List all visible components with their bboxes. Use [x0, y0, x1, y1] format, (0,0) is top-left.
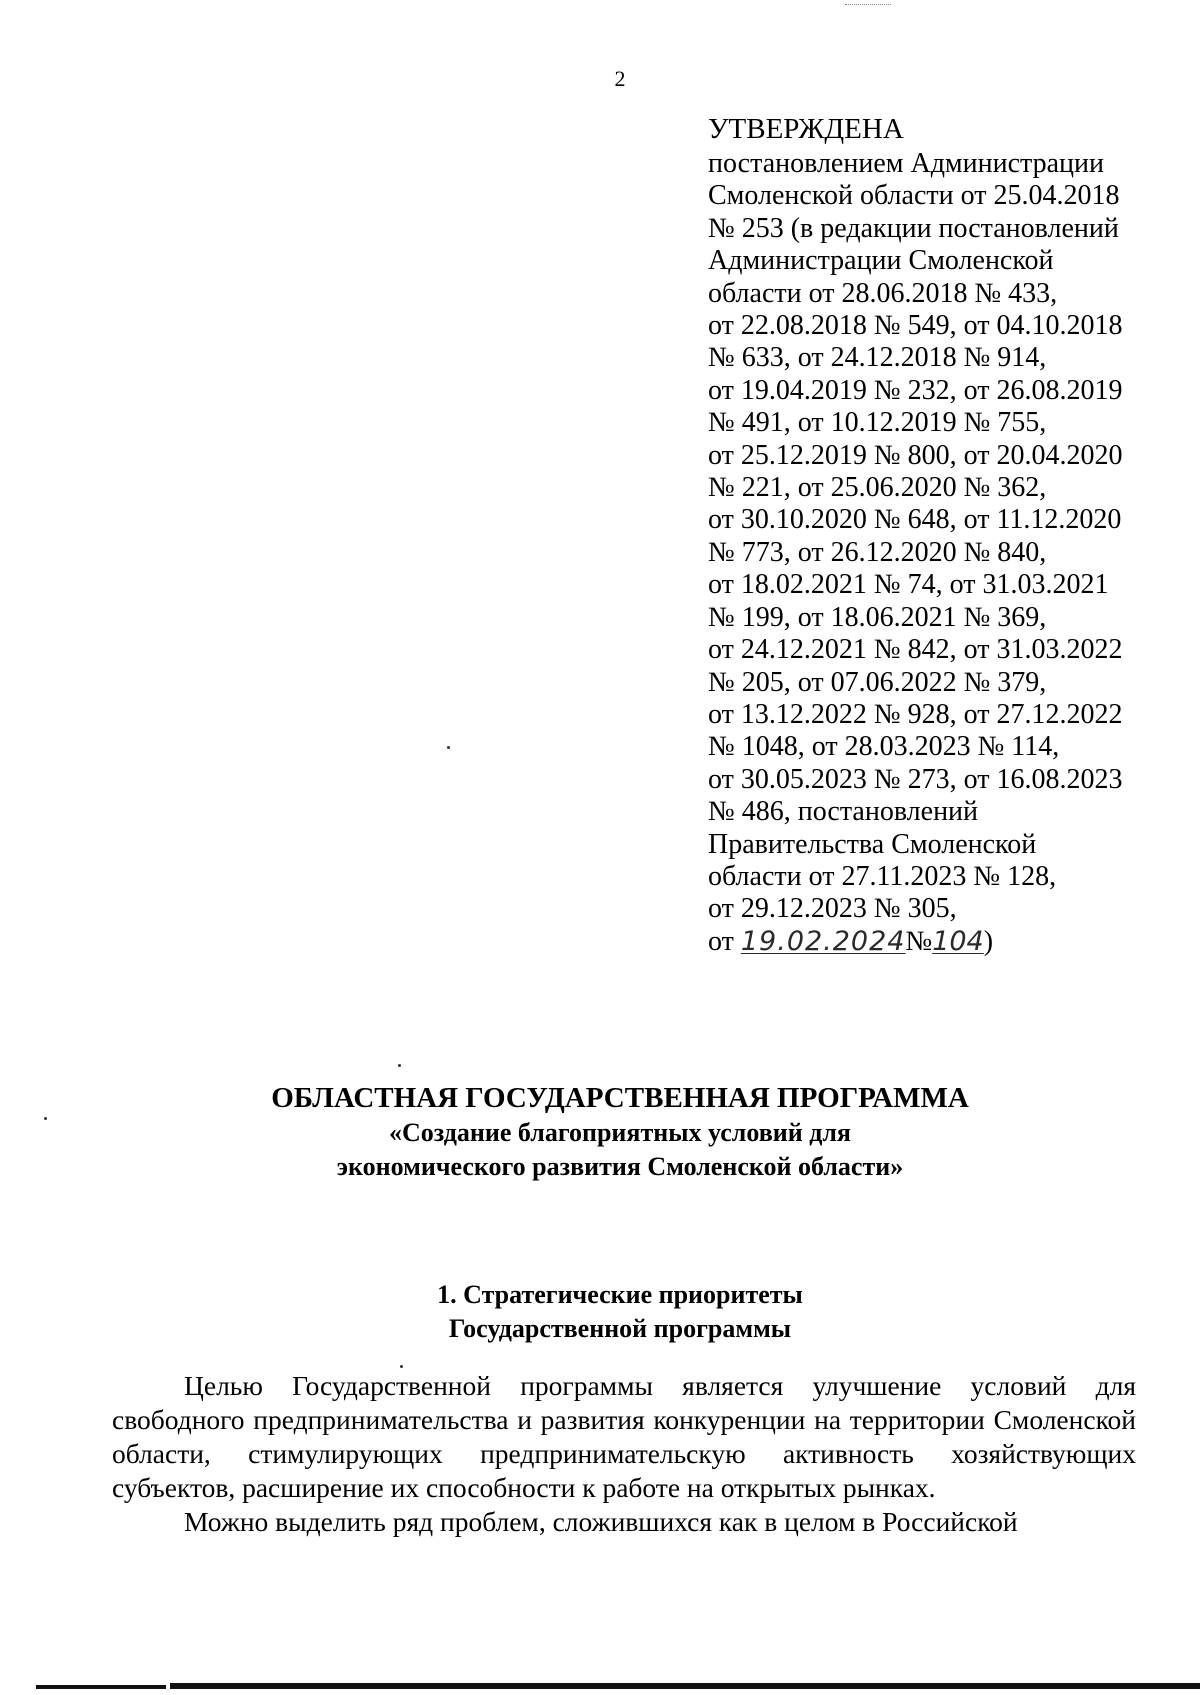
- approval-line: постановлением Администрации: [708, 148, 1104, 179]
- program-title: [160, 1080, 1080, 1184]
- scan-speck: [44, 1117, 47, 1120]
- scan-artifact-mark: [845, 0, 891, 5]
- bottom-scan-border: [36, 1683, 1200, 1691]
- section-heading-line: Государственной программы: [448, 1314, 792, 1343]
- paragraph: Целью Государственной программы является улучшение условий для свободного предпринимательства и развития конкуренции на территории Смоленской области, стимулирующих предпринимательскую активность хозяйствующих субъектов, расширение их способности к работе на открытых рынках.: [112, 1370, 1136, 1503]
- approval-line: от 19.04.2019 № 232, от 26.08.2019: [708, 374, 1123, 406]
- approval-heading: УТВЕРЖДЕНА: [708, 113, 904, 145]
- approval-line: Правительства Смоленской: [708, 828, 1037, 860]
- bottom-border-segment: [170, 1683, 1200, 1689]
- approval-line: № 221, от 25.06.2020 № 362,: [708, 472, 1047, 504]
- paragraph: Можно выделить ряд проблем, сложившихся как в целом в Российской: [184, 1506, 1018, 1537]
- approval-line: № 205, от 07.06.2022 № 379,: [708, 666, 1047, 698]
- section-heading-line: 1. Стратегические приоритеты: [437, 1280, 803, 1309]
- program-title-line: «Создание благоприятных условий для: [388, 1118, 852, 1147]
- approval-line: от 25.12.2019 № 800, от 20.04.2020: [708, 439, 1123, 471]
- program-title-line: экономического развития Смоленской области»: [336, 1152, 904, 1181]
- program-title-line: ОБЛАСТНАЯ ГОСУДАРСТВЕННАЯ ПРОГРАММА: [271, 1082, 969, 1114]
- approval-line: № 633, от 24.12.2018 № 914,: [708, 342, 1047, 374]
- approval-line: № 1048, от 28.03.2023 № 114,: [708, 731, 1060, 763]
- approval-line: от 24.12.2021 № 842, от 31.03.2022: [708, 634, 1123, 666]
- approval-line: № 253 (в редакции постановлений: [708, 212, 1119, 244]
- approval-line: от 30.05.2023 № 273, от 16.08.2023: [708, 763, 1123, 795]
- approval-line: № 199, от 18.06.2021 № 369,: [708, 601, 1047, 633]
- body-text: [112, 1369, 1136, 1539]
- page-number: 2: [614, 66, 626, 91]
- approval-line: от 18.02.2021 № 74, от 31.03.2021: [708, 569, 1109, 601]
- bottom-border-segment: [36, 1685, 166, 1689]
- number-sign: №: [905, 925, 933, 957]
- scan-speck: [447, 746, 450, 749]
- approval-line: Администрации Смоленской: [708, 245, 1054, 277]
- approval-stamp-block: [708, 112, 1188, 958]
- approval-line: № 773, от 26.12.2020 № 840,: [708, 536, 1047, 568]
- scan-speck: [398, 1064, 401, 1067]
- handwritten-number: 104: [932, 925, 984, 957]
- approval-line: от 13.12.2022 № 928, от 27.12.2022: [708, 698, 1123, 730]
- approval-line: Смоленской области от 25.04.2018: [708, 180, 1120, 212]
- approval-line: № 491, от 10.12.2019 № 755,: [708, 407, 1047, 439]
- approval-line: от 22.08.2018 № 549, от 04.10.2018: [708, 310, 1123, 342]
- approval-line: области от 27.11.2023 № 128,: [708, 860, 1057, 892]
- section-heading: [160, 1278, 1080, 1346]
- approval-last-prefix: от: [708, 925, 734, 957]
- closing-bracket: ): [983, 925, 994, 957]
- handwritten-date: 19.02.2024: [740, 925, 906, 957]
- approval-line: от 30.10.2020 № 648, от 11.12.2020: [708, 504, 1122, 536]
- approval-last-line: [708, 926, 1188, 958]
- approval-line: области от 28.06.2018 № 433,: [708, 277, 1058, 309]
- scan-speck: [400, 1365, 403, 1368]
- approval-line: от 29.12.2023 № 305,: [708, 893, 957, 925]
- approval-line: № 486, постановлений: [708, 796, 979, 828]
